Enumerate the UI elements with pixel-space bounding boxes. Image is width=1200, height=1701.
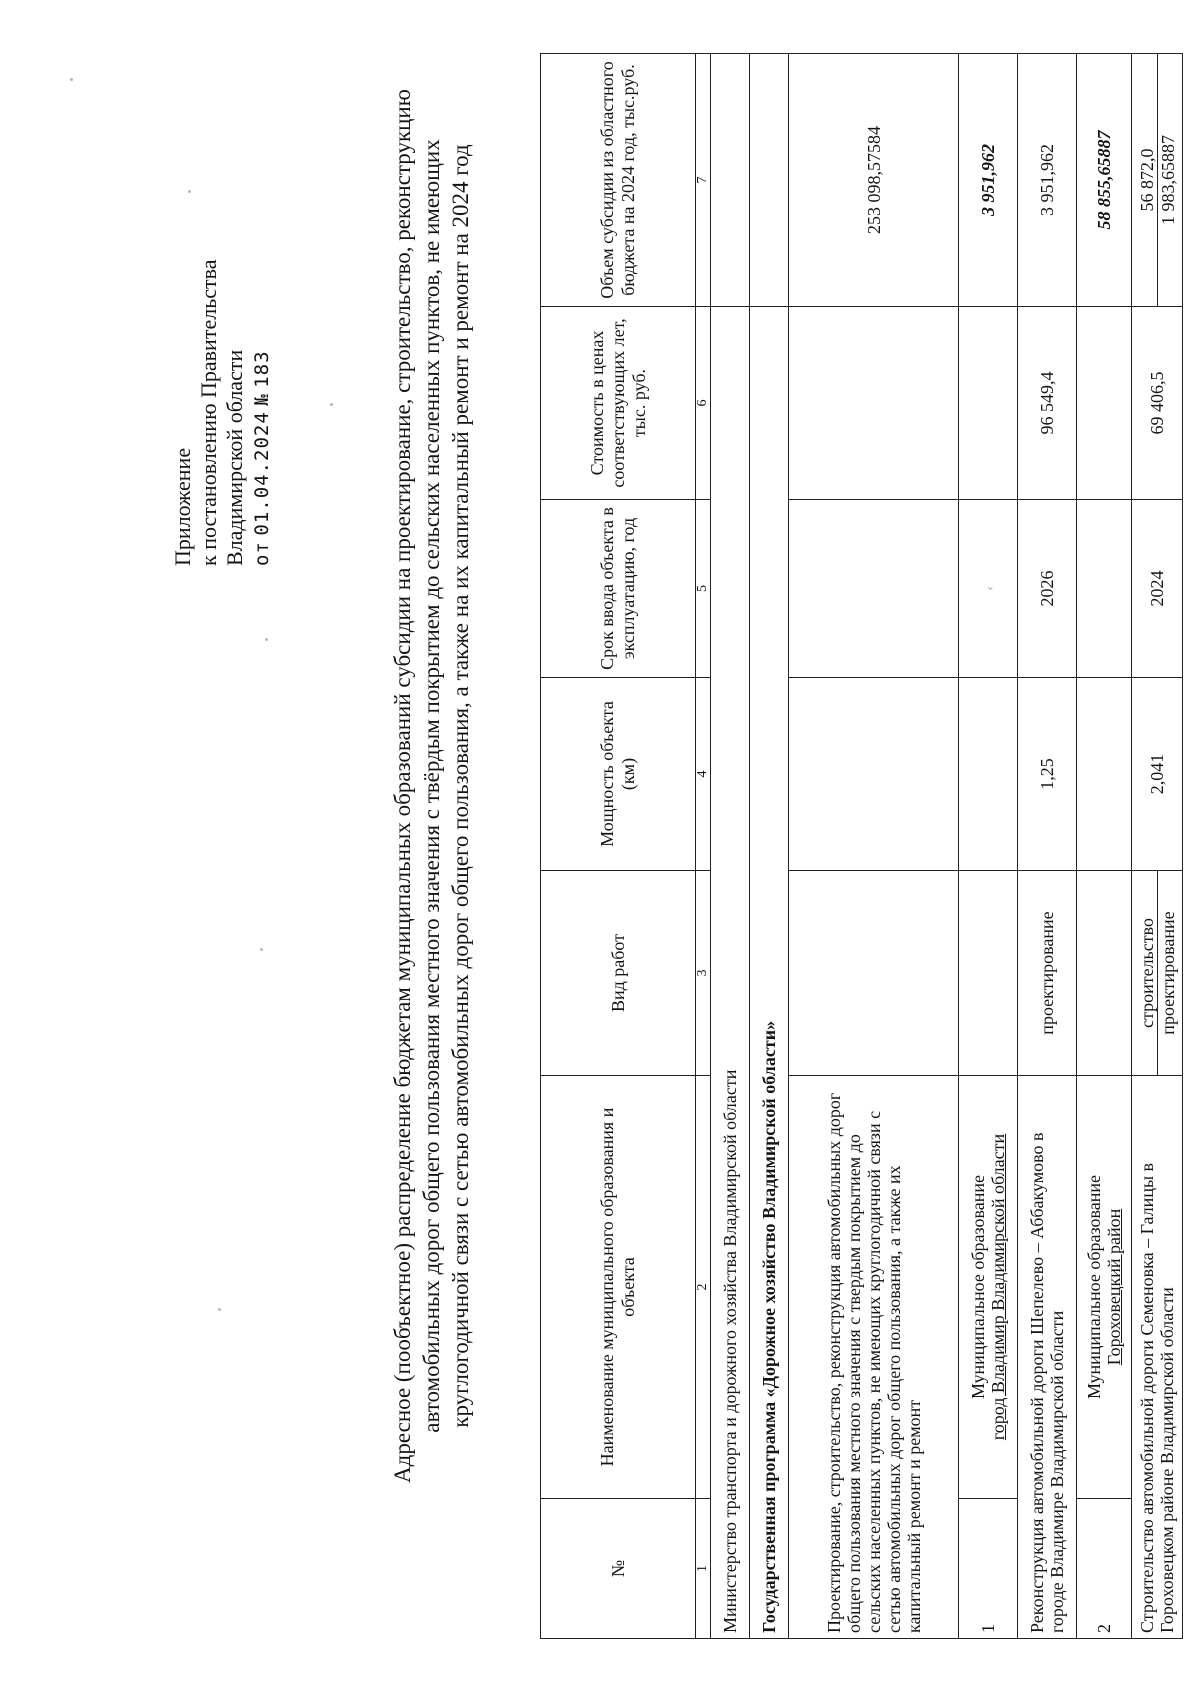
approval-date: 01.04.2024 <box>251 411 273 536</box>
ministry-name: Министерство транспорта и дорожного хозяйства Владимирской области <box>711 307 750 1639</box>
program-name: Государственная программа «Дорожное хозяйство Владимирской области» <box>750 307 789 1639</box>
program-row <box>750 54 789 1639</box>
header-work: Вид работ <box>541 871 696 1076</box>
scan-speck <box>70 78 73 81</box>
subprogram-cost-cell <box>789 307 959 500</box>
object-work-item: строительство <box>1136 918 1157 1028</box>
object-work: проектирование <box>1018 871 1077 1076</box>
municipality-subsidy: 58 855,65887 <box>1077 54 1132 307</box>
table-header-row <box>541 54 696 1639</box>
subprogram-work-cell <box>789 871 959 1076</box>
scan-speck <box>218 1308 221 1311</box>
subprogram-row <box>789 54 959 1639</box>
municipality-subsidy: 3 951,962 <box>959 54 1018 307</box>
column-number: 6 <box>696 307 711 500</box>
object-cost: 96 549,4 <box>1018 307 1077 500</box>
column-number: 5 <box>696 500 711 678</box>
municipality-cost-cell <box>959 307 1018 500</box>
object-year: 2026 <box>1018 500 1077 678</box>
object-work-item: проектирование <box>1157 871 1178 1075</box>
municipality-type: Муниципальное образование <box>1084 1174 1104 1400</box>
municipality-title: город Владимир Владимирской области <box>988 1133 1008 1441</box>
object-subsidy: 3 951,962 <box>1018 54 1077 307</box>
object-subsidy-item: 1 983,65887 <box>1157 54 1178 306</box>
subprogram-name: Проектирование, строительство, реконструкция автомобильных дорог общего пользования местного значения с твердым покрытием до сельских населенных пунктов, не имеющих круглогодичной связи с сетью автомобильных дорог общего пользования, а также их капитальный ремонт и ремонт <box>789 1076 959 1639</box>
ministry-row <box>711 54 750 1639</box>
approval-number-sign: № <box>251 393 273 406</box>
municipality-cost-cell <box>1077 307 1132 500</box>
subprogram-year-cell <box>789 500 959 678</box>
municipality-type: Муниципальное образование <box>968 1174 988 1400</box>
municipality-row <box>959 54 1018 1639</box>
ministry-subsidy-cell <box>711 54 750 307</box>
scan-speck <box>330 403 333 406</box>
approval-date-line <box>248 116 275 566</box>
municipality-work-cell <box>1077 871 1132 1076</box>
column-number: 7 <box>696 54 711 307</box>
column-number: 1 <box>696 1499 711 1639</box>
object-name: Реконструкция автомобильной дороги Шепелево – Аббакумово в городе Владимире Владимирской области <box>1018 1076 1077 1639</box>
municipality-name <box>1077 1076 1132 1499</box>
scan-speck <box>260 948 263 951</box>
approval-date-prefix: от <box>251 541 273 566</box>
municipality-title: Гороховецкий район <box>1104 1208 1124 1366</box>
document-title: Адресное (пообъектное) распределение бюджетам муниципальных образований субсидии на проектирование, строительство, реконструкцию автомобильных дорог общего пользования местного значения с твёрдым покрытием до сельских населенных пунктов, не имеющих круглогодичной связи с сетью автомобильных дорог общего пользования, а также на их капитальный ремонт и ремонт на 2024 год <box>390 89 473 1483</box>
municipality-name <box>959 1076 1018 1499</box>
approval-appendix: Приложение <box>170 447 195 566</box>
municipality-year-cell <box>1077 500 1132 678</box>
object-capacity: 2,041 <box>1132 678 1183 871</box>
subprogram-subsidy: 253 098,57584 <box>789 54 959 307</box>
header-num: № <box>541 1499 696 1639</box>
approval-block <box>170 116 275 566</box>
object-row <box>1018 54 1077 1639</box>
object-subsidy-item: 56 872,0 <box>1136 148 1157 212</box>
column-number: 3 <box>696 871 711 1076</box>
municipality-capacity-cell <box>1077 678 1132 871</box>
approval-number: 183 <box>251 350 273 388</box>
header-subsidy: Объем субсидии из областного бюджета на 2024 год, тыс.руб. <box>541 54 696 307</box>
scan-speck <box>265 638 268 641</box>
object-work <box>1132 871 1183 1076</box>
object-subsidy <box>1132 54 1183 307</box>
municipality-work-cell <box>959 871 1018 1076</box>
approval-decree: к постановлению Правительства <box>196 259 221 566</box>
header-capacity: Мощность объекта (км) <box>541 678 696 871</box>
header-name: Наименование муниципального образования и объекта <box>541 1076 696 1499</box>
municipality-year-cell: ‹ <box>959 500 1018 678</box>
column-number: 2 <box>696 1076 711 1499</box>
municipality-row <box>1077 54 1132 1639</box>
subprogram-capacity-cell <box>789 678 959 871</box>
subsidy-table <box>540 53 1183 1639</box>
object-name: Строительство автомобильной дороги Семеновка – Галицы в Гороховецком районе Владимирской области <box>1132 1076 1183 1639</box>
column-number: 4 <box>696 678 711 871</box>
program-subsidy-cell <box>750 54 789 307</box>
header-year: Срок ввода объекта в эксплуатацию, год <box>541 500 696 678</box>
column-number-row <box>696 54 711 1639</box>
municipality-number: 2 <box>1077 1499 1132 1639</box>
approval-region: Владимирской области <box>222 349 247 566</box>
municipality-capacity-cell <box>959 678 1018 871</box>
object-cost: 69 406,5 <box>1132 307 1183 500</box>
object-year: 2024 <box>1132 500 1183 678</box>
municipality-number: 1 <box>959 1499 1018 1639</box>
object-row <box>1132 54 1183 1639</box>
header-cost: Стоимость в ценах соответствующих лет, тыс. руб. <box>541 307 696 500</box>
object-capacity: 1,25 <box>1018 678 1077 871</box>
